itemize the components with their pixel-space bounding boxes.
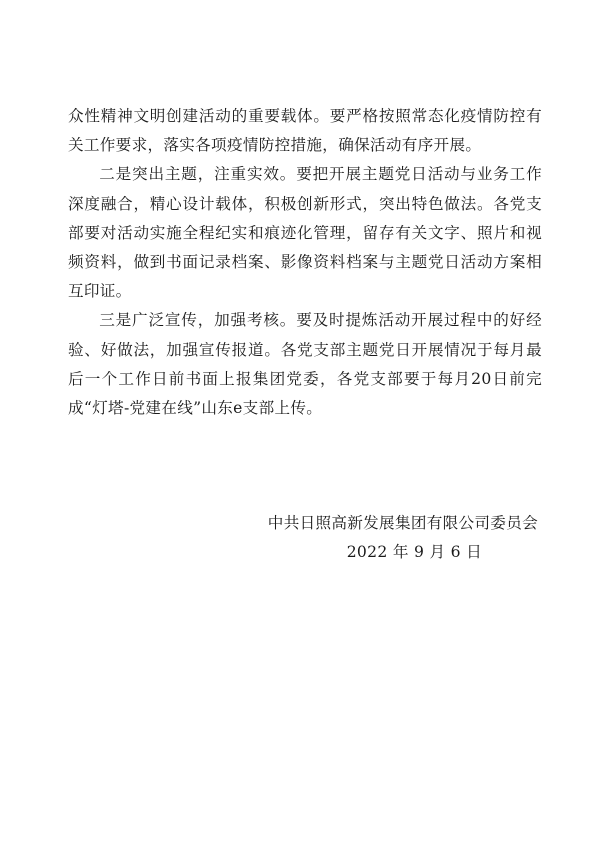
paragraph-point-two: 二是突出主题，注重实效。要把开展主题党日活动与业务工作深度融合，精心设计载体，积极创新形式，突出特色做法。各党支部要对活动实施全程纪实和痕迹化管理，留存有关文字、照片和视频资料，做到书面记录档案、影像资料档案与主题党日活动方案相互印证。 [68, 165, 542, 301]
paragraph-point-three: 三是广泛宣传，加强考核。要及时提炼活动开展过程中的好经验、好做法，加强宣传报道。各党支部主题党日开展情况于每月最后一个工作日前书面上报集团党委，各党支部要于每月20日前完成“灯塔-党建在线”山东e支部上传。 [68, 311, 542, 418]
paragraph-continuation: 众性精神文明创建活动的重要载体。要严格按照常态化疫情防控有关工作要求，落实各项疫情防控措施，确保活动有序开展。 [68, 107, 542, 155]
document-body [68, 102, 542, 423]
signature-organization: 中共日照高新发展集团有限公司委员会 [267, 514, 538, 532]
signature-block [240, 509, 540, 567]
signature-date: 2022 年 9 月 6 日 [346, 543, 482, 561]
